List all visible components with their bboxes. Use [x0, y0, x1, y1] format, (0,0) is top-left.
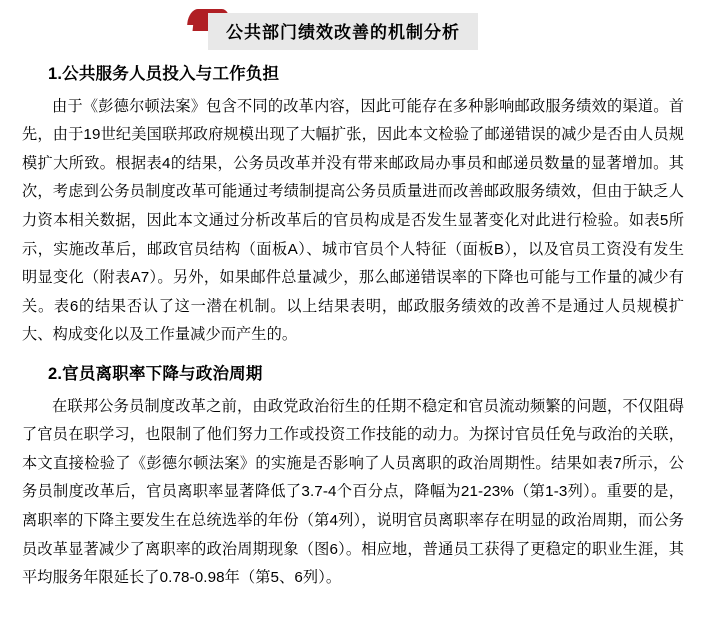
section-heading-1: 1.公共服务人员投入与工作负担: [48, 65, 280, 83]
section-paragraph-2: 在联邦公务员制度改革之前，由政党政治衍生的任期不稳定和官员流动频繁的问题，不仅阻碍了官员在职学习，也限制了他们努力工作或投资工作技能的动力。为探讨官员任免与政治的关联，本文直接检验了《彭德尔顿法案》的实施是否影响了人员离职的政治周期性。结果如表7所示，公务员制度改革后，官员离职率显著降低了3.7-4个百分点，降幅为21-23%（第1-3列）。重要的是，离职率的下降主要发生在总统选举的年份（第4列），说明官员离职率存在明显的政治周期，而公务员改革显著减少了离职率的政治周期现象（图6）。相应地，普通员工获得了更稳定的职业生涯，其平均服务年限延长了0.78-0.98年（第5、6列）。: [22, 397, 684, 587]
section-heading-2: 2.官员离职率下降与政治周期: [48, 364, 263, 383]
title-area: [0, 0, 710, 44]
section-paragraph-1: 由于《彭德尔顿法案》包含不同的改革内容，因此可能存在多种影响邮政服务绩效的渠道。首先，由于19世纪美国联邦政府规模出现了大幅扩张，因此本文检验了邮递错误的减少是否由人员规模扩大所致。根据表4的结果，公务员改革并没有带来邮政局办事员和邮递员数量的显著增加。其次，考虑到公务员制度改革可能通过考绩制提高公务员质量进而改善邮政服务绩效，但由于缺乏人力资本相关数据，因此本文通过分析改革后的官员构成是否发生显著变化对此进行检验。如表5所示，实施改革后，邮政官员结构（面板A）、城市官员个人特征（面板B），以及官员工资没有发生明显变化（附表A7）。另外，如果邮件总量减少，那么邮递错误率的下降也可能与工作量的减少有关。表6的结果否认了这一潜在机制。以上结果表明，邮政服务绩效的改善不是通过人员规模扩大、构成变化以及工作量减少而产生的。: [22, 97, 684, 344]
document-title: [208, 13, 478, 50]
document-title-text: 公共部门绩效改善的机制分析: [226, 23, 460, 42]
document-body: [0, 44, 710, 593]
